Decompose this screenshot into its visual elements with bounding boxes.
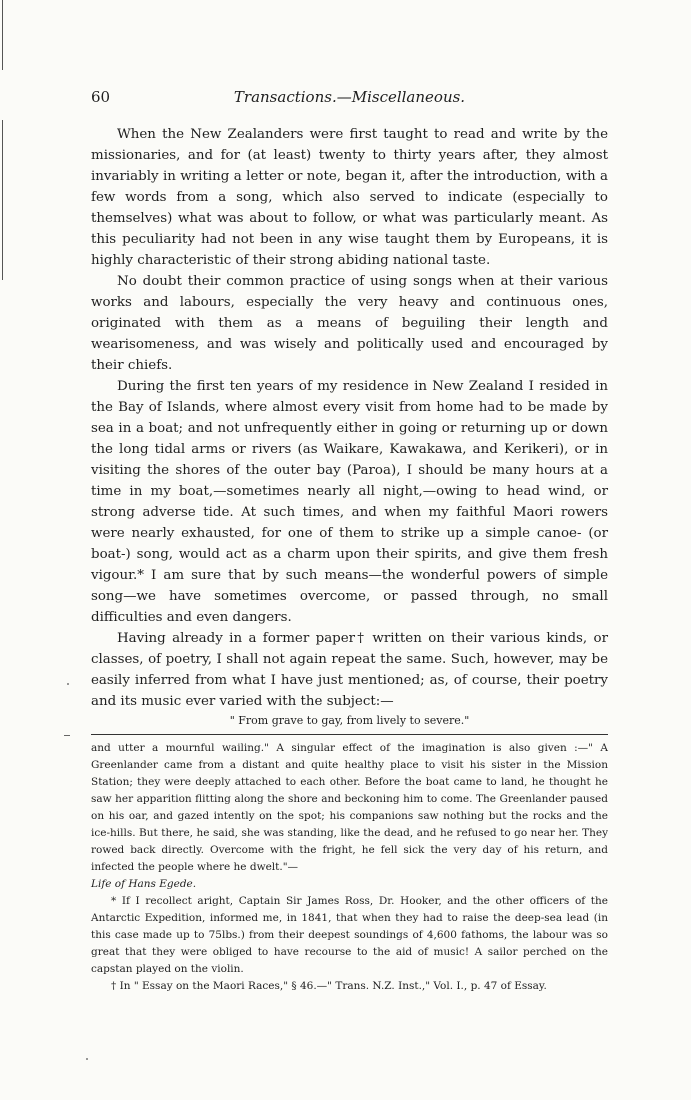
paragraph: No doubt their common practice of using songs when at their various works and labours, especially the very heavy and continuous ones, originated with them as a means of beguiling their length and wearisomeness, and was wisely and politically used and encouraged by their chiefs. [91, 274, 608, 373]
page-number: 60 [91, 88, 111, 106]
margin-dot [86, 1058, 88, 1060]
footnote-source: Life of Hans Egede. [91, 878, 197, 890]
margin-dash [64, 735, 70, 736]
footnote-star: * If I recollect aright, Captain Sir James Ross, Dr. Hooker, and the other officers of the Antarctic Expedition, informed me, in 1841, that when they had to raise the deep-sea lead (in this case made up to 75lbs.) from their deepest soundings of 4,600 fathoms, the labour was so great that they were obliged to have recourse to the aid of music! A sailor perched on the capstan played on the violin. [91, 895, 608, 975]
footnotes [91, 740, 608, 995]
binding-edge-mark [2, 120, 3, 280]
footnote-dagger: † In " Essay on the Maori Races," § 46.—" Trans. N.Z. Inst.," Vol. I., p. 47 of Essay. [111, 980, 547, 992]
quotation: " From grave to gay, from lively to severe." [229, 714, 470, 727]
paragraph: Having already in a former paper† written on their various kinds, or classes, of poetry, I shall not again repeat the same. Such, however, may be easily inferred from what I have just mentioned; as, of course, their poetry and its music ever varied with the subject:— [91, 631, 608, 709]
paragraph: During the first ten years of my residence in New Zealand I resided in the Bay of Islands, where almost every visit from home had to be made by sea in a boat; and not unfrequently either in going or returning up or down the long tidal arms or rivers (as Waikare, Kawakawa, and Kerikeri), or in visiting the shores of the outer bay (Paroa), I should be many hours at a time in my boat,—sometimes nearly all night,—owing to head wind, or strong adverse tide. At such times, and when my faithful Maori rowers were nearly exhausted, for one of them to strike up a simple canoe- (or boat-) song, would act as a charm upon their spirits, and give them fresh vigour.* I am sure that by such means—the wonderful powers of simple song—we have sometimes overcome, or passed through, no small difficulties and even dangers. [91, 379, 608, 625]
running-title: Transactions.—Miscellaneous. [233, 88, 466, 106]
paragraph: When the New Zealanders were first taught to read and write by the missionaries, and for (at least) twenty to thirty years after, they almost invariably in writing a letter or note, began it, after the introduction, with a few words from a song, which also served to indicate (especially to themselves) what was about to follow, or what was particularly meant. As this peculiarity had not been in any wise taught them by Europeans, it is highly characteristic of their strong abiding national taste. [91, 127, 608, 268]
page-header [91, 88, 608, 110]
footnote-continued: and utter a mournful wailing." A singular effect of the imagination is also given :—" A Greenlander came from a distant and quite healthy place to visit his sister in the Mission Station; they were deeply attached to each other. Before the boat came to land, he thought he saw her apparition flitting along the shore and beckoning him to come. The Greenlander paused on his oar, and gazed intently on the spot; his companions saw nothing but the rocks and the ice-hills. But there, he said, she was standing, like the dead, and he refused to go near her. They rowed back directly. Overcome with the fright, he fell sick the very day of his return, and infected the people where he dwelt."— [91, 742, 608, 873]
binding-edge-mark [2, 0, 3, 70]
page [91, 88, 608, 995]
body-text [91, 124, 608, 712]
footnote-rule [91, 734, 608, 735]
margin-dot [67, 683, 69, 685]
